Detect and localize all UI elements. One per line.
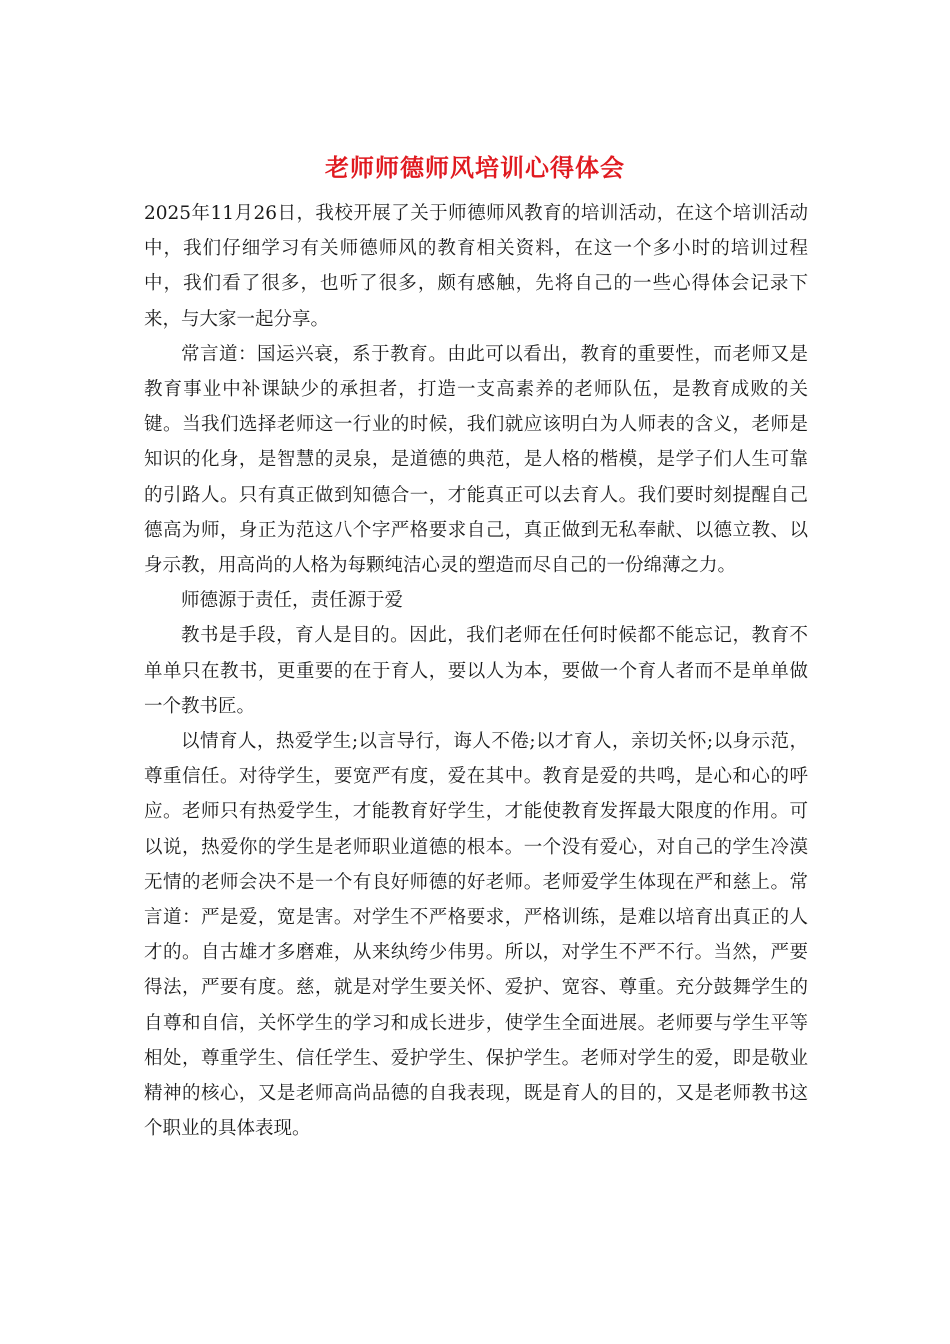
paragraph-subheading: 师德源于责任，责任源于爱: [181, 590, 404, 612]
paragraph-intro: 2025年11月26日，我校开展了关于师德师风教育的培训活动，在这个培训活动中，我们仔细学习有关师德师风的教育相关资料，在这一个多小时的培训过程中，我们看了很多，也听了很多，颇有感触，先将自己的一些心得体会记录下来，与大家一起分享。: [144, 203, 808, 330]
paragraph-love-students: 以情育人，热爱学生;以言导行，诲人不倦;以才育人，亲切关怀;以身示范，尊重信任。对待学生，要宽严有度，爱在其中。教育是爱的共鸣，是心和心的呼应。老师只有热爱学生，才能教育好学生，才能使教育发挥最大限度的作用。可以说，热爱你的学生是老师职业道德的根本。一个没有爱心，对自己的学生冷漠无情的老师会决不是一个有良好师德的好老师。老师爱学生体现在严和慈上。常言道：严是爱，宽是害。对学生不严格要求，严格训练，是难以培育出真正的人才的。自古雄才多磨难，从来纨绔少伟男。所以，对学生不严不行。当然，严要得法，严要有度。慈，就是对学生要关怀、爱护、宽容、尊重。充分鼓舞学生的自尊和自信，关怀学生的学习和成长进步，使学生全面进展。老师要与学生平等相处，尊重学生、信任学生、爱护学生、保护学生。老师对学生的爱，即是敬业精神的核心，又是老师高尚品德的自我表现，既是育人的目的，又是老师教书这个职业的具体表现。: [144, 731, 808, 1140]
document-body: [144, 196, 808, 1146]
document-title: 老师师德师风培训心得体会: [325, 153, 625, 182]
paragraph-teaching-purpose: 教书是手段，育人是目的。因此，我们老师在任何时候都不能忘记，教育不单单只在教书，更重要的在于育人，要以人为本，要做一个育人者而不是单单做一个教书匠。: [144, 625, 808, 717]
paragraph-education-importance: 常言道：国运兴衰，系于教育。由此可以看出，教育的重要性，而老师又是教育事业中补课缺少的承担者，打造一支高素养的老师队伍，是教育成败的关键。当我们选择老师这一行业的时候，我们就应该明白为人师表的含义，老师是知识的化身，是智慧的灵泉，是道德的典范，是人格的楷模，是学子们人生可靠的引路人。只有真正做到知德合一，才能真正可以去育人。我们要时刻提醒自己德高为师，身正为范这八个字严格要求自己，真正做到无私奉献、以德立教、以身示教，用高尚的人格为每颗纯洁心灵的塑造而尽自己的一份绵薄之力。: [144, 343, 808, 577]
